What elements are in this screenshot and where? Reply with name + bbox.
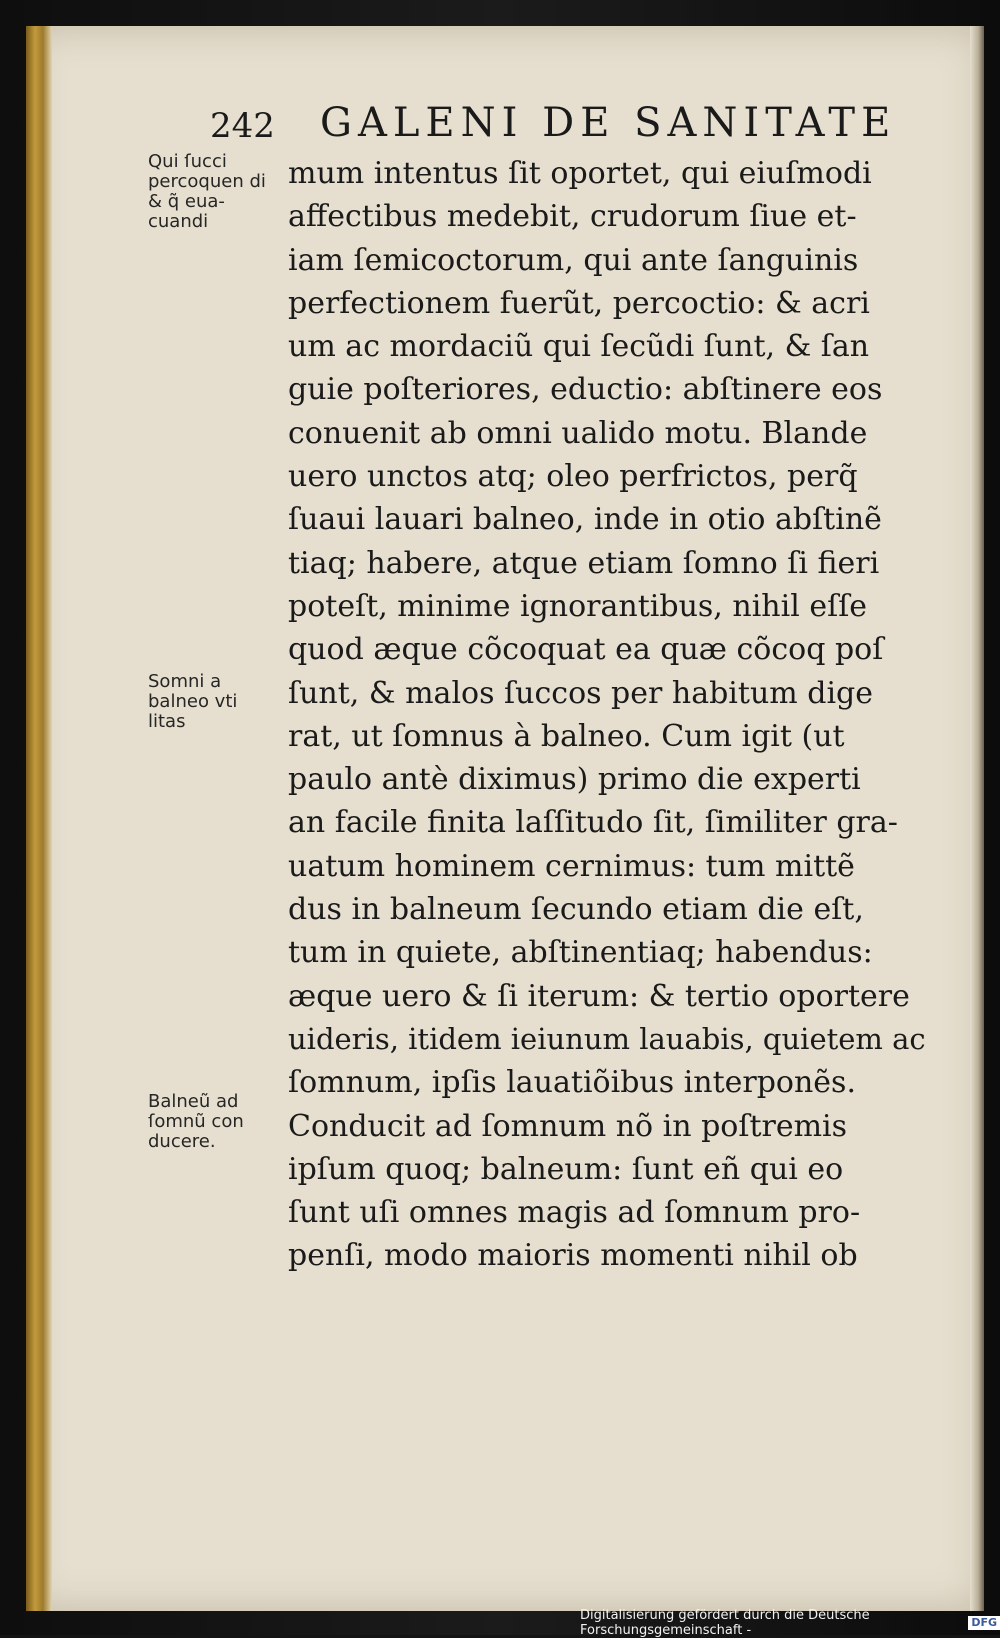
text-line: guie poſteriores, eductio: abſtinere eos bbox=[288, 372, 883, 408]
text-line: ſunt uſi omnes magis ad ſomnum pro- bbox=[288, 1195, 861, 1231]
text-line: æque uero & ſi iterum: & tertio oportere bbox=[288, 978, 910, 1014]
dfg-logo: DFG bbox=[968, 1616, 1000, 1630]
text-line: uatum hominem cernimus: tum mittẽ bbox=[288, 848, 855, 884]
text-line: iam ſemicoctorum, qui ante ſanguinis bbox=[288, 242, 859, 278]
footer-credit bbox=[580, 1608, 1000, 1638]
text-line: poteſt, minime ignorantibus, nihil eſſe bbox=[288, 588, 868, 624]
text-line: penſi, modo maioris momenti nihil ob bbox=[288, 1238, 858, 1274]
text-line: ſunt, & malos ſuccos per habitum dige bbox=[288, 675, 874, 711]
marginal-note: Balneũ ad ſomnũ con ducere. bbox=[148, 1091, 244, 1152]
text-line: conuenit ab omni ualido motu. Blande bbox=[288, 415, 868, 451]
text-line: dus in balneum ſecundo etiam die eſt, bbox=[288, 892, 864, 928]
digitization-credit: Digitalisierung gefördert durch die Deutsche Forschungsgemeinschaft - bbox=[580, 1608, 870, 1638]
text-line: tum in quiete, abſtinentiaq; habendus: bbox=[288, 935, 873, 971]
text-line: quod æque cõcoquat ea quæ cõcoq poſ bbox=[288, 632, 884, 668]
page-gutter-shadow bbox=[970, 26, 984, 1611]
text-line: um ac mordaciũ qui ſecũdi ſunt, & ſan bbox=[288, 329, 870, 365]
text-line: paulo antè diximus) primo die experti bbox=[288, 762, 861, 798]
text-line: tiaq; habere, atque etiam ſomno ſi fieri bbox=[288, 545, 880, 581]
text-line: ſuaui lauari balneo, inde in otio abſtinẽ bbox=[288, 502, 882, 538]
text-line: ipſum quoq; balneum: ſunt eñ qui eo bbox=[288, 1151, 844, 1187]
marginal-note: Qui ſucci percoquen di & q̃ eua- cuandi bbox=[148, 151, 266, 232]
running-title: GALENI DE SANITATE bbox=[320, 100, 897, 146]
body-text bbox=[288, 152, 928, 1278]
text-line: affectibus medebit, crudorum ſiue et- bbox=[288, 199, 857, 235]
text-line: rat, ut ſomnus à balneo. Cum igit (ut bbox=[288, 718, 845, 754]
text-line: Conducit ad ſomnum nõ in poſtremis bbox=[288, 1108, 848, 1144]
gilt-page-edge bbox=[26, 26, 52, 1611]
text-line: ſomnum, ipſis lauatiõibus interponẽs. bbox=[288, 1065, 856, 1101]
text-line: uideris, itidem ieiunum lauabis, quietem ac bbox=[288, 1021, 926, 1056]
text-line: mum intentus ſit oportet, qui eiuſmodi bbox=[288, 156, 872, 191]
text-line: an facile finita laſſitudo ſit, ſimiliter gra- bbox=[288, 805, 898, 841]
text-line: uero unctos atq; oleo perfrictos, perq̃ bbox=[288, 459, 858, 495]
page-number: 242 bbox=[210, 106, 275, 146]
marginal-note: Somni a balneo vti litas bbox=[148, 671, 238, 732]
page-header bbox=[210, 100, 910, 150]
text-line: perfectionem fuerũt, percoctio: & acri bbox=[288, 285, 870, 321]
